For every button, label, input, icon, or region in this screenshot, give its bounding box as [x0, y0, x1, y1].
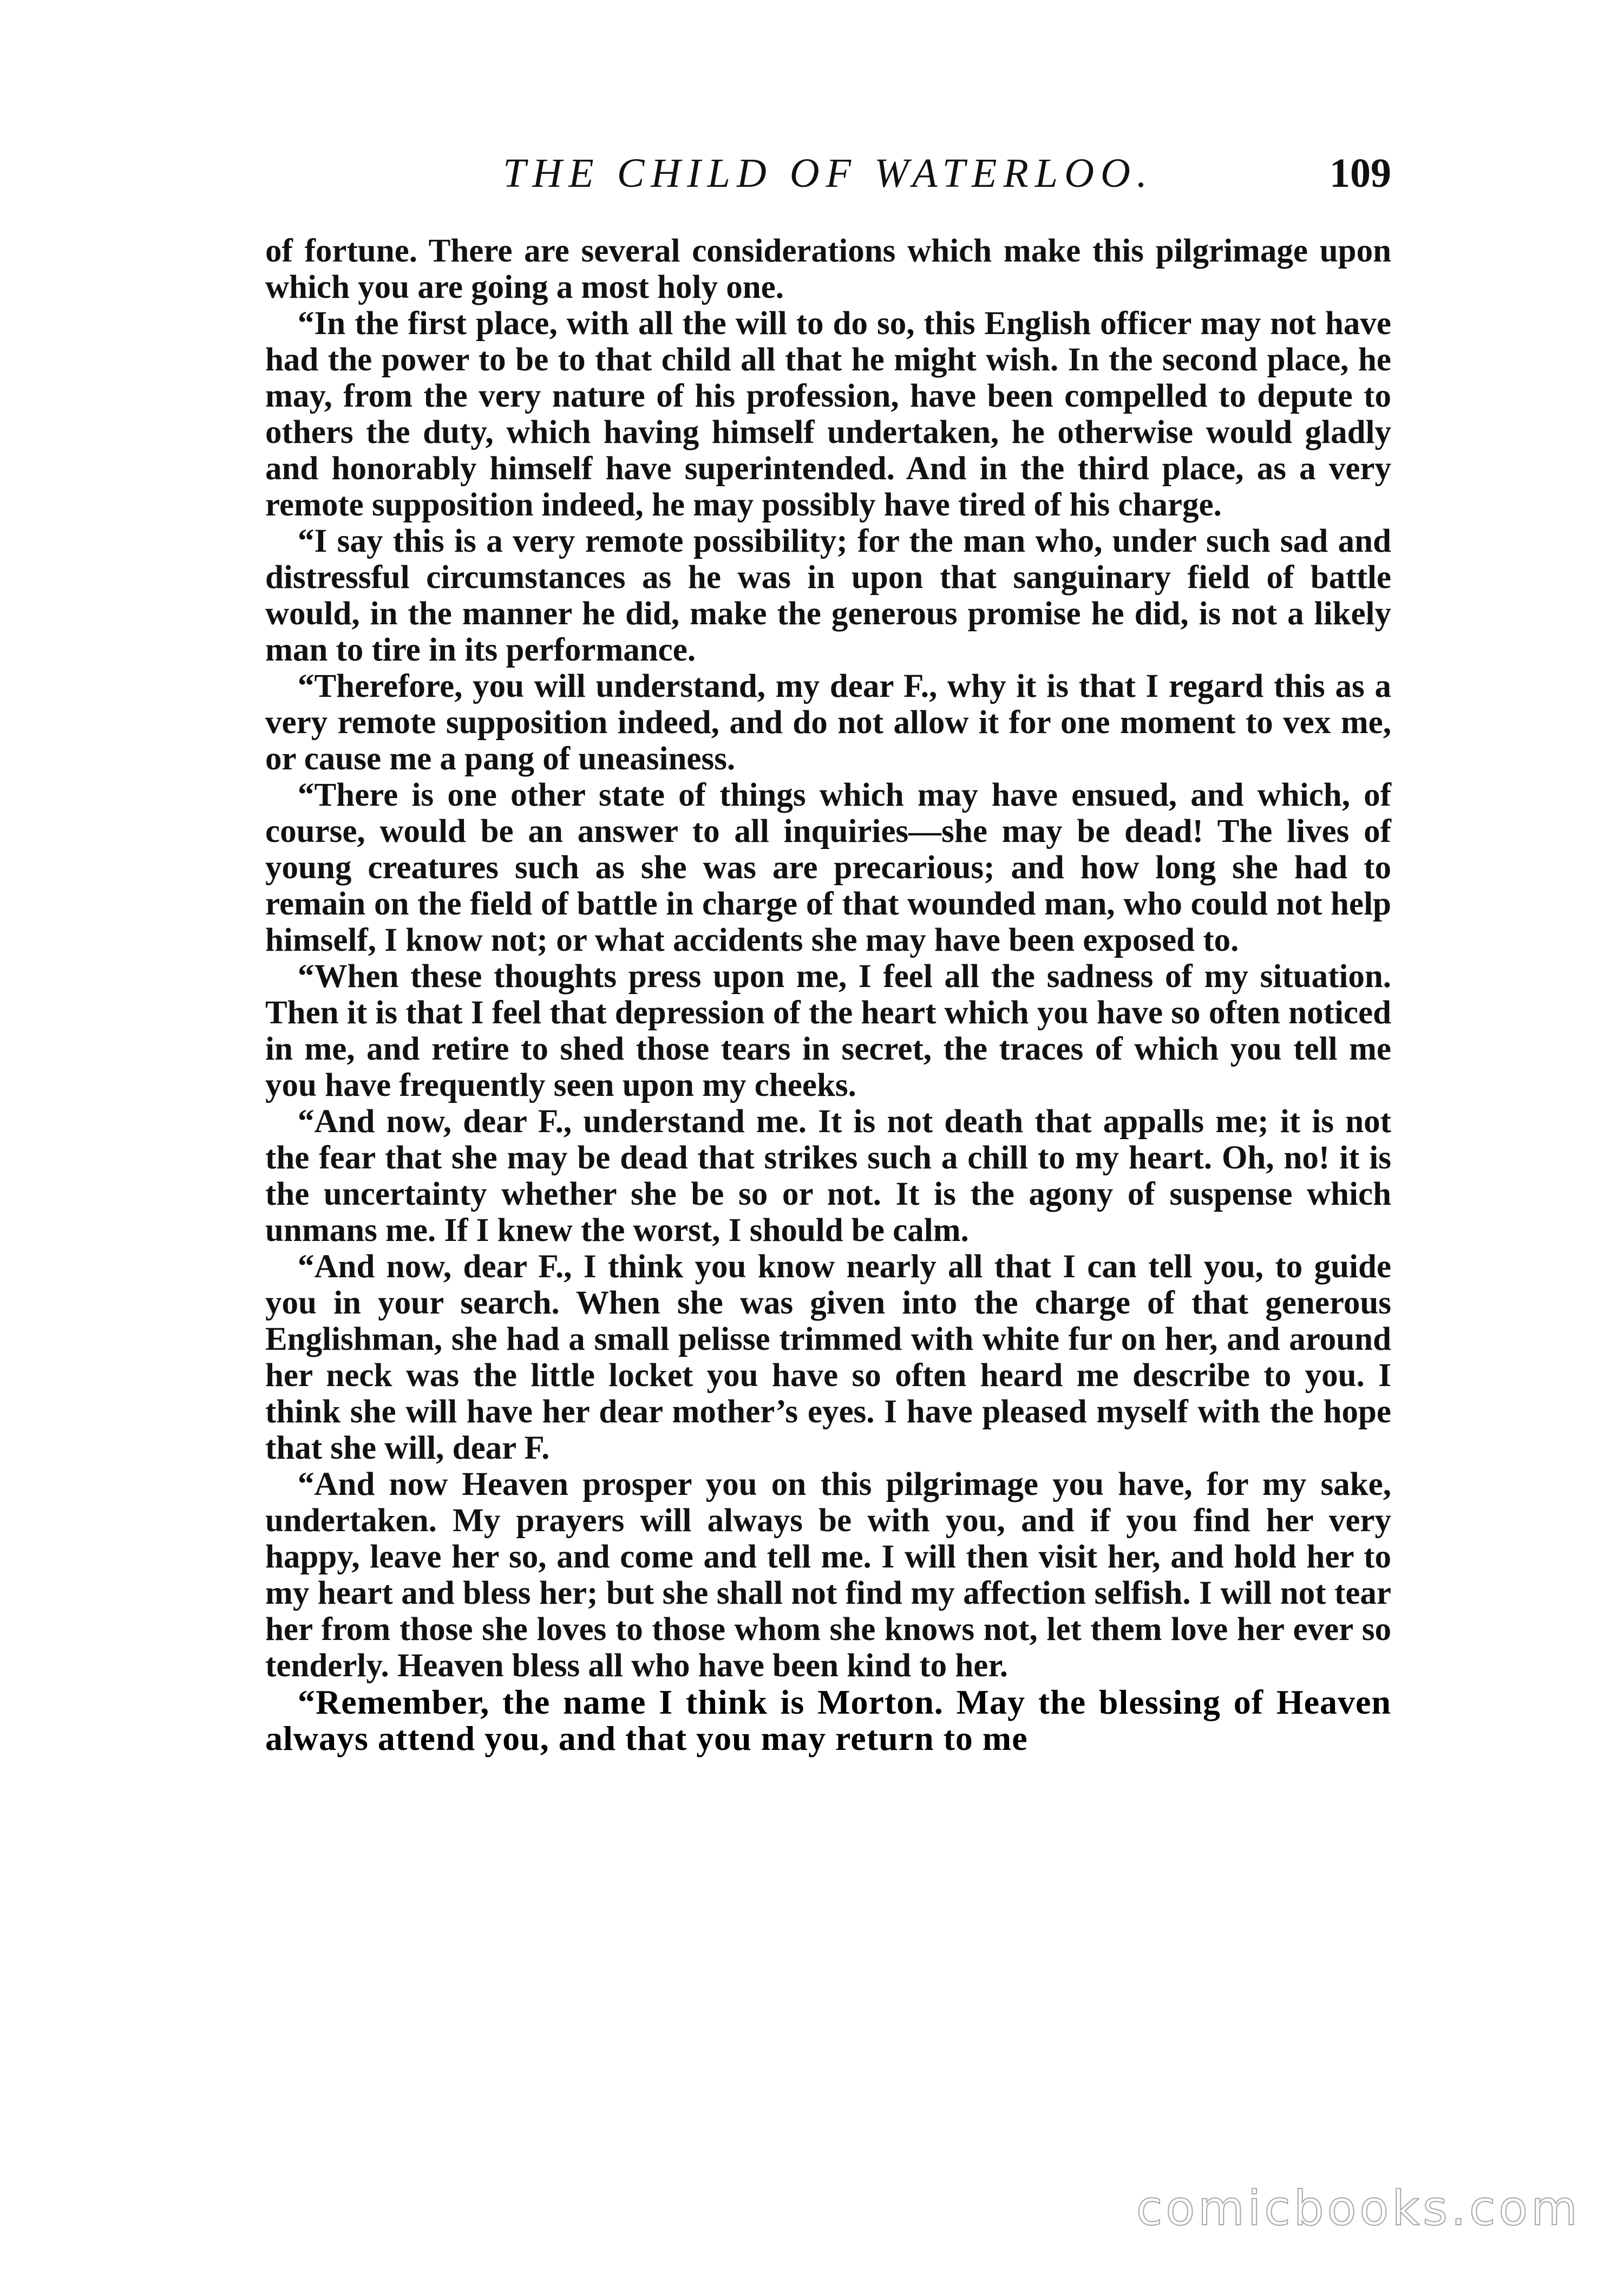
- paragraph-7: “And now, dear F., understand me. It is not death that appalls me; it is not the fear that she may be dead that strikes such a chill to my heart. Oh, no! it is the uncertainty whether she be so or not. It is the agony of suspense which unmans me. If I knew the worst, I should be calm.: [265, 1103, 1391, 1249]
- paragraph-3: “I say this is a very remote possibility; for the man who, under such sad and distressful circumstances as he was in upon that sanguinary field of battle would, in the manner he did, make the generous promise he did, is not a likely man to tire in its performance.: [265, 523, 1391, 668]
- paragraph-4: “Therefore, you will understand, my dear F., why it is that I regard this as a very remote supposition indeed, and do not allow it for one moment to vex me, or cause me a pang of uneasiness.: [265, 668, 1391, 777]
- running-head: [265, 146, 1391, 206]
- body-text: [265, 233, 1391, 1756]
- running-title: THE CHILD OF WATERLOO.: [503, 151, 1154, 196]
- paragraph-10: “Remember, the name I think is Morton. May the blessing of Heaven always attend you, and that you may return to me: [265, 1683, 1391, 1757]
- page-number: 109: [1330, 151, 1391, 196]
- paragraph-6: “When these thoughts press upon me, I feel all the sadness of my situation. Then it is that I feel that depression of the heart which you have so often noticed in me, and retire to shed those tears in secret, the traces of which you tell me you have frequently seen upon my cheeks.: [265, 958, 1391, 1103]
- paragraph-2: “In the first place, with all the will to do so, this English officer may not have had the power to be to that child all that he might wish. In the second place, he may, from the very nature of his profession, have been compelled to depute to others the duty, which having himself undertaken, he otherwise would gladly and honorably himself have superintended. And in the third place, as a very remote supposition indeed, he may possibly have tired of his charge.: [265, 305, 1391, 523]
- paragraph-8: “And now, dear F., I think you know nearly all that I can tell you, to guide you in your search. When she was given into the charge of that generous Englishman, she had a small pelisse trimmed with white fur on her, and around her neck was the little locket you have so often heard me describe to you. I think she will have her dear mother’s eyes. I have pleased myself with the hope that she will, dear F.: [265, 1249, 1391, 1466]
- watermark: comicbooks.com: [1136, 2180, 1581, 2236]
- paragraph-1: of fortune. There are several considerations which make this pilgrimage upon which you are going a most holy one.: [265, 233, 1391, 305]
- paragraph-9: “And now Heaven prosper you on this pilgrimage you have, for my sake, undertaken. My prayers will always be with you, and if you find her very happy, leave her so, and come and tell me. I will then visit her, and hold her to my heart and bless her; but she shall not find my affection selfish. I will not tear her from those she loves to those whom she knows not, let them love her ever so tenderly. Heaven bless all who have been kind to her.: [265, 1466, 1391, 1684]
- paragraph-5: “There is one other state of things which may have ensued, and which, of course, would be an answer to all inquiries—she may be dead! The lives of young creatures such as she was are precarious; and how long she had to remain on the field of battle in charge of that wounded man, who could not help himself, I know not; or what accidents she may have been exposed to.: [265, 777, 1391, 958]
